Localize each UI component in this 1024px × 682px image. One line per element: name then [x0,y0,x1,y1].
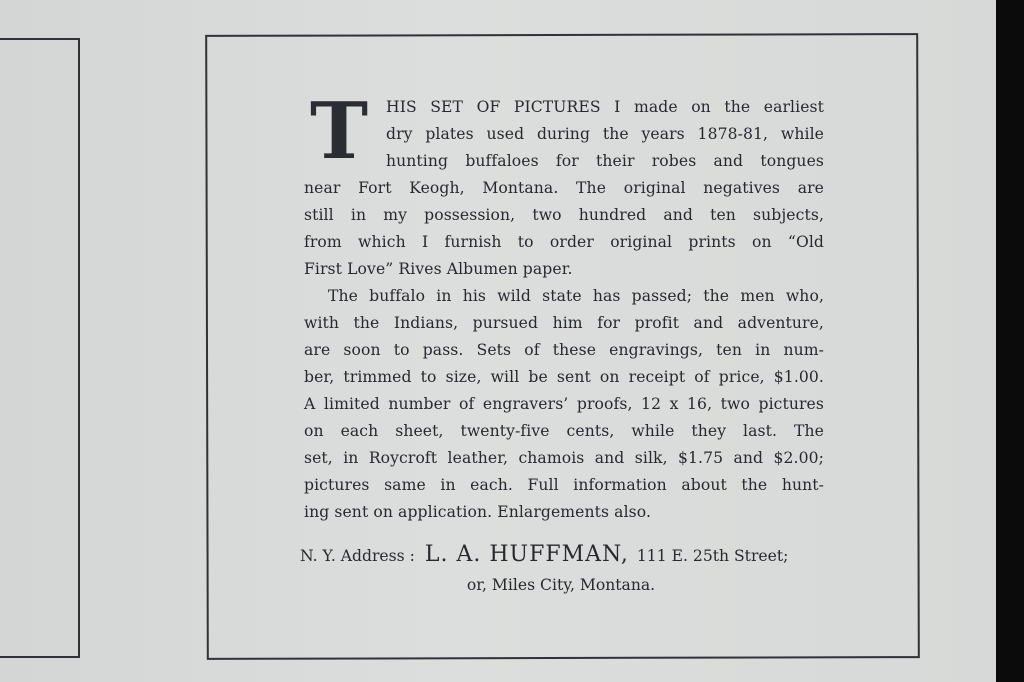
address-name: L. A. HUFFMAN, [424,542,629,567]
paragraph-2-line-2: with the Indians, pursued him for profit and adventure, [304,314,824,332]
paragraph-2-line-8: pictures same in each. Full information about the hunt- [304,476,824,494]
paragraph-2-line-3: are soon to pass. Sets of these engravings, ten in num- [304,341,824,359]
paragraph-2-line-9: ing sent on application. Enlargements also. [304,503,652,521]
paragraph-2-line-4: ber, trimmed to size, will be sent on receipt of price, $1.00. [304,368,824,386]
paragraph-1-line-1: HIS SET OF PICTURES I made on the earliest [386,98,824,116]
paragraph-1-line-4: near Fort Keogh, Montana. The original negatives are [304,179,824,197]
notice-text [304,86,824,526]
address-alternate: or, Miles City, Montana. [466,576,656,594]
paragraph-1-line-6: from which I furnish to order original prints on “Old [304,233,824,251]
paragraph-1-line-3: hunting buffaloes for their robes and tongues [386,152,824,170]
address-block [300,538,828,598]
paragraph-2-line-5: A limited number of engravers’ proofs, 12 x 16, two pictures [304,395,824,413]
paragraph-2-line-1: The buffalo in his wild state has passed; the men who, [328,287,824,305]
paragraph-2-line-7: set, in Roycroft leather, chamois and silk, $1.75 and $2.00; [304,449,824,467]
paragraph-1-line-5: still in my possession, two hundred and ten subjects, [304,206,824,224]
adjacent-panel-frame [0,38,80,658]
address-label: N. Y. Address : [300,547,415,565]
paragraph-1-line-7: First Love” Rives Albumen paper. [304,260,573,278]
paragraph-2-line-6: on each sheet, twenty-five cents, while they last. The [304,422,824,440]
drop-cap: T [310,86,369,177]
address-street: 111 E. 25th Street; [636,547,789,565]
paragraph-1-line-2: dry plates used during the years 1878-81, while [386,125,824,143]
